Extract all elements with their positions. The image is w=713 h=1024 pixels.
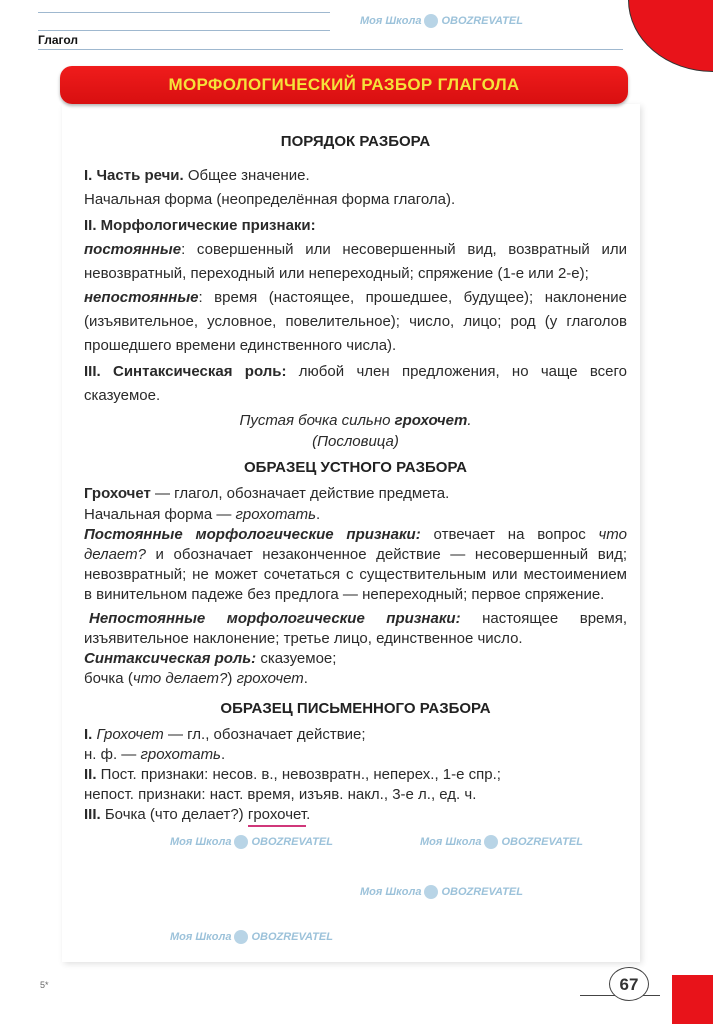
corner-tab-decoration bbox=[672, 975, 713, 1024]
italic-text: грохочет bbox=[236, 670, 304, 687]
text: . bbox=[220, 746, 226, 763]
text: н. ф. — bbox=[84, 746, 141, 763]
text: бочка ( bbox=[84, 670, 133, 687]
watermark-text: Моя Школа bbox=[360, 885, 422, 898]
text: и обозначает незаконченное действие — несовершенный вид; невозвратный; не может сочетаться с существительным или местоимением в винительном падеже без предлога — непереходный; первое спряжение. bbox=[84, 546, 627, 603]
section-heading-oral: ОБРАЗЕЦ УСТНОГО РАЗБОРА bbox=[244, 459, 467, 476]
watermark-text: OBOZREVATEL bbox=[251, 930, 333, 943]
paragraph bbox=[84, 525, 627, 605]
watermark-text: OBOZREVATEL bbox=[441, 14, 523, 27]
watermark bbox=[360, 14, 523, 28]
bold-text: Грохочет bbox=[84, 485, 151, 502]
bold-text: I. Часть речи. bbox=[84, 167, 184, 184]
watermark bbox=[170, 930, 333, 944]
paragraph bbox=[84, 360, 627, 408]
italic-text: грохотать bbox=[235, 506, 316, 523]
section-heading-written: ОБРАЗЕЦ ПИСЬМЕННОГО РАЗБОРА bbox=[220, 700, 491, 717]
corner-decoration bbox=[628, 0, 713, 72]
paragraph bbox=[84, 164, 627, 188]
text: . bbox=[467, 412, 472, 429]
bold-text: I. bbox=[84, 726, 93, 743]
text: . bbox=[306, 806, 311, 823]
text: . bbox=[303, 670, 308, 687]
text: : время (настоящее, прошедшее, будущее); наклонение (изъявительное, условное, повелительное); число, лицо; род (у глаголов прошедшего времени единственного числа). bbox=[84, 289, 627, 354]
page-number: 67 bbox=[609, 967, 649, 1001]
watermark-text: Моя Школа bbox=[170, 930, 232, 943]
proverb-source: (Пословица) bbox=[312, 433, 399, 450]
paragraph bbox=[84, 745, 627, 765]
header-rule-top bbox=[38, 12, 330, 13]
paragraph bbox=[84, 649, 627, 669]
section-heading-order: ПОРЯДОК РАЗБОРА bbox=[280, 133, 431, 150]
document-body bbox=[84, 130, 627, 825]
watermark-text: OBOZREVATEL bbox=[251, 835, 333, 848]
paragraph: Начальная форма (неопределённая форма глагола). bbox=[84, 191, 456, 208]
paragraph bbox=[84, 286, 627, 358]
paragraph bbox=[84, 725, 627, 745]
text: настоящее время, изъявительное наклонение; третье лицо, единственное число. bbox=[84, 610, 627, 647]
bold-italic-text: Синтаксическая роль: bbox=[84, 650, 257, 667]
text: отвечает на вопрос bbox=[420, 526, 599, 543]
paragraph bbox=[84, 238, 627, 286]
bold-italic-text: грохочет bbox=[394, 412, 468, 429]
paragraph bbox=[84, 504, 627, 525]
text: — гл., обозначает действие; bbox=[163, 726, 366, 743]
text: Начальная форма — bbox=[84, 506, 236, 523]
watermark-text: Моя Школа bbox=[360, 14, 422, 27]
bold-italic-text: Непостоянные морфологические признаки: bbox=[89, 610, 461, 627]
running-header: Глагол bbox=[38, 33, 78, 47]
paragraph: непост. признаки: наст. время, изъяв. накл., 3-е л., ед. ч. bbox=[84, 786, 477, 803]
text: Пост. признаки: несов. в., невозвратн., неперех., 1-е спр.; bbox=[96, 766, 501, 783]
watermark-text: OBOZREVATEL bbox=[441, 885, 523, 898]
text: : совершенный или несовершенный вид, возвратный или невозвратный, переходный или непереходный; спряжение (1-е или 2-е); bbox=[84, 241, 627, 282]
text: Общее значение. bbox=[183, 167, 310, 184]
paragraph bbox=[84, 609, 627, 649]
paragraph bbox=[84, 805, 627, 825]
page-title-banner: МОРФОЛОГИЧЕСКИЙ РАЗБОР ГЛАГОЛА bbox=[60, 66, 628, 104]
watermark bbox=[420, 835, 583, 849]
watermark-logo-icon bbox=[484, 835, 498, 849]
italic-text: что делает? bbox=[84, 526, 627, 563]
watermark bbox=[360, 885, 523, 899]
text: Бочка (что делает?) bbox=[100, 806, 248, 823]
proverb bbox=[84, 410, 627, 431]
paragraph bbox=[84, 669, 627, 689]
text: — глагол, обозначает действие предмета. bbox=[150, 485, 450, 502]
text: сказуемое; bbox=[256, 650, 337, 667]
watermark-text: Моя Школа bbox=[170, 835, 232, 848]
italic-text: Грохочет bbox=[92, 726, 164, 743]
watermark-logo-icon bbox=[424, 885, 438, 899]
italic-text: Пустая бочка сильно bbox=[239, 412, 395, 429]
bold-italic-text: постоянные bbox=[84, 241, 182, 258]
watermark-text: Моя Школа bbox=[420, 835, 482, 848]
underlined-predicate: грохочет bbox=[248, 806, 306, 827]
text: ) bbox=[227, 670, 237, 687]
watermark bbox=[170, 835, 333, 849]
watermark-logo-icon bbox=[234, 835, 248, 849]
watermark-logo-icon bbox=[424, 14, 438, 28]
watermark-logo-icon bbox=[234, 930, 248, 944]
bold-text: III. Синтаксическая роль: bbox=[84, 363, 287, 380]
paragraph bbox=[84, 483, 627, 504]
print-mark: 5* bbox=[40, 980, 49, 990]
paragraph bbox=[84, 765, 627, 785]
bold-italic-text: непостоянные bbox=[84, 289, 199, 306]
bold-text: III. bbox=[84, 806, 101, 823]
header-rule-mid bbox=[38, 30, 330, 31]
italic-text: грохотать bbox=[140, 746, 221, 763]
header-rule-bottom bbox=[38, 49, 623, 50]
text: любой член предложения, но чаще всего сказуемое. bbox=[84, 363, 627, 404]
bold-text: II. bbox=[84, 766, 97, 783]
watermark-text: OBOZREVATEL bbox=[501, 835, 583, 848]
bold-italic-text: Постоянные морфологические признаки: bbox=[84, 526, 421, 543]
italic-text: что делает? bbox=[132, 670, 228, 687]
text: . bbox=[316, 506, 321, 523]
paragraph: II. Морфологические признаки: bbox=[84, 217, 316, 234]
